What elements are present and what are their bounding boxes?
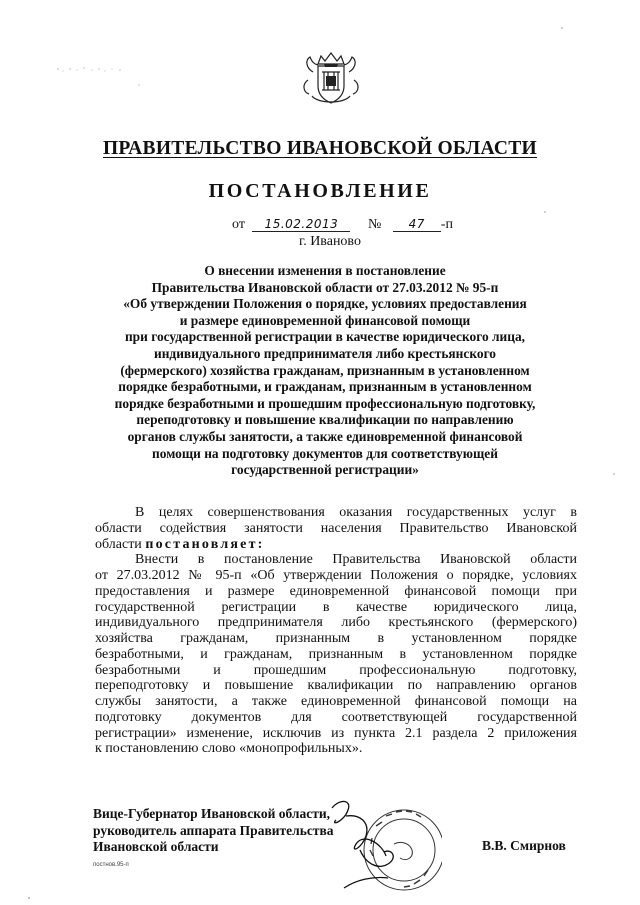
- body-line: области содействия занятости населения Правительство Ивановской: [95, 520, 577, 536]
- ivanovo-coat-of-arms-icon: [300, 50, 362, 108]
- official-seal-stamp-icon: [326, 792, 442, 896]
- body-line: индивидуального предпринимателя либо крестьянского (фермерского): [95, 615, 577, 631]
- body-line: службы занятости, а также единовременной финансовой помощи на: [95, 694, 577, 709]
- title-line: государственной регистрации»: [231, 462, 419, 478]
- title-line: при государственной регистрации в качестве юридического лица,: [124, 329, 526, 345]
- body-line: В целях совершенствования оказания государственных услуг в: [135, 505, 577, 520]
- title-line: Правительства Ивановской области от 27.03.2012 № 95-п: [151, 279, 499, 295]
- government-name: ПРАВИТЕЛЬСТВО ИВАНОВСКОЙ ОБЛАСТИ: [102, 138, 538, 159]
- title-line: О внесении изменения в постановление: [204, 263, 446, 278]
- title-line: помощи на подготовку документов для соответствующей: [152, 445, 498, 461]
- signatory-position-line: Вице-Губернатор Ивановской области,: [93, 806, 330, 821]
- number-prefix: №: [367, 217, 382, 232]
- signatory-position-line: руководитель аппарата Правительства: [93, 822, 334, 838]
- number-suffix: -п: [440, 217, 453, 232]
- handwritten-date: 15.02.2013: [252, 218, 350, 232]
- city-name: г. Иваново: [299, 234, 361, 249]
- date-prefix: от: [232, 217, 245, 232]
- title-line: переподготовку и повышение квалификации по направлению: [136, 412, 514, 428]
- resolve-keyword: постановляет:: [145, 536, 265, 552]
- title-line: порядке безработными и прошедшим профессиональную подготовку,: [114, 395, 536, 411]
- file-reference: постнов.95-п: [93, 862, 129, 868]
- body-line: государственной регистрации в качестве юридического лица,: [95, 599, 577, 615]
- signatory-position-line: Ивановской области: [93, 839, 219, 854]
- resolution-title: [40, 263, 610, 479]
- title-line: индивидуального предпринимателя либо крестьянского: [153, 345, 497, 361]
- body-line: безработными и прошедшим профессиональную подготовку,: [95, 662, 577, 678]
- body-line: [95, 537, 577, 553]
- title-line: «Об утверждении Положения о порядке, условиях предоставления: [123, 296, 527, 312]
- body-line: хозяйства гражданам, признанным в установленном порядке: [95, 631, 577, 646]
- resolution-body: [95, 505, 577, 757]
- body-line-prefix: области: [95, 536, 142, 552]
- body-line: к постановлению слово «монопрофильных».: [95, 741, 363, 757]
- body-line: безработными, и гражданам, признанным в установленном порядке: [95, 646, 577, 662]
- title-line: и размере единовременной финансовой помощи: [179, 312, 471, 328]
- document-type-heading: ПОСТАНОВЛЕНИЕ: [208, 180, 432, 202]
- body-line: от 27.03.2012 № 95-п «Об утверждении Положения о порядке, условиях: [95, 568, 577, 583]
- date-number-line: [232, 217, 453, 233]
- body-line: предоставления и размере единовременной финансовой помощи при: [95, 583, 577, 599]
- body-line: переподготовку и повышение квалификации по направлению органов: [95, 678, 577, 694]
- title-line: (фермерского) хозяйства гражданам, признанным в установленном: [120, 362, 530, 378]
- signatory-name: В.В. Смирнов: [482, 838, 566, 853]
- body-line: регистрации» изменение, исключив из пункта 2.1 раздела 2 приложения: [95, 725, 577, 741]
- title-line: органов службы занятости, а также единовременной финансовой: [127, 428, 523, 444]
- signatory-position: [93, 806, 334, 856]
- body-line: подготовку документов для соответствующей государственной: [95, 709, 577, 725]
- title-line: порядке безработными, и гражданам, признанным в установленном: [118, 379, 532, 395]
- handwritten-number: 47: [393, 218, 441, 232]
- body-line: Внести в постановление Правительства Ивановской области: [135, 552, 577, 568]
